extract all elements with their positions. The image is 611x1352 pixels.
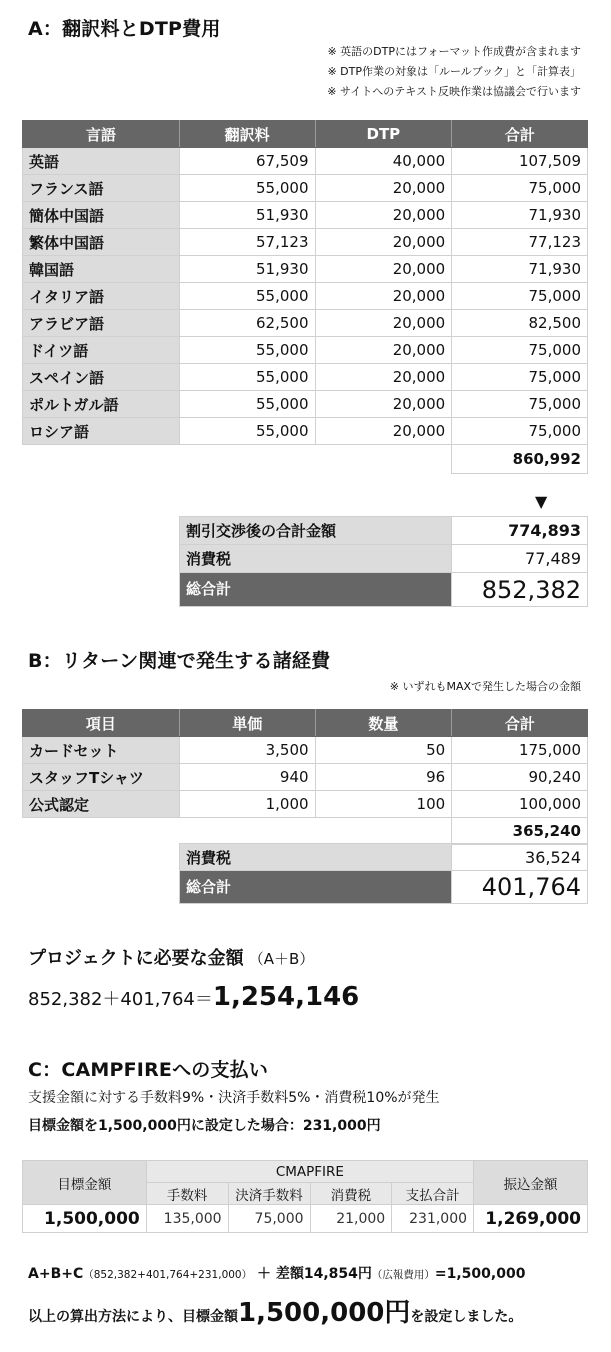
summary-part3: =1,500,000: [434, 1266, 526, 1282]
campfire-table: [22, 1160, 588, 1233]
dtp-value: 20,000: [315, 175, 452, 202]
language-label: イタリア語: [23, 283, 180, 310]
down-arrow-icon: ▼: [535, 492, 548, 511]
section-a-title: A：翻訳料とDTP費用: [28, 18, 221, 40]
tax-header: 消費税: [310, 1183, 392, 1205]
table-row: [23, 256, 588, 283]
total-value: 75,000: [452, 175, 588, 202]
section-a-notes: [327, 42, 581, 102]
section-b-title: B：リターン関連で発生する諸経費: [28, 650, 331, 672]
dtp-value: 20,000: [315, 391, 452, 418]
header-dtp: DTP: [315, 121, 452, 148]
table-row: [23, 310, 588, 337]
header-language: 言語: [23, 121, 180, 148]
note-1: ※ 英語のDTPにはフォーマット作成費が含まれます: [327, 45, 581, 58]
summary-part1-detail: （852,382+401,764+231,000）: [83, 1269, 253, 1281]
dtp-value: 20,000: [315, 364, 452, 391]
tax-label: 消費税: [180, 545, 452, 573]
fee-value: 51,930: [179, 256, 315, 283]
header-total: 合計: [452, 710, 588, 737]
goal-value: 1,500,000: [23, 1205, 147, 1233]
tax-value: 36,524: [452, 844, 588, 871]
section-b-note: ※ いずれもMAXで発生した場合の金額: [389, 680, 581, 693]
fee-value: 55,000: [179, 337, 315, 364]
unit-price: 1,000: [179, 791, 315, 818]
discount-label: 割引交渉後の合計金額: [180, 517, 452, 545]
unit-price: 940: [179, 764, 315, 791]
goal-header: 目標金額: [23, 1161, 147, 1205]
table-row: [23, 391, 588, 418]
item-label: スタッフTシャツ: [23, 764, 180, 791]
table-row: [23, 737, 588, 764]
language-label: 韓国語: [23, 256, 180, 283]
formula-result: 1,254,146: [212, 982, 360, 1012]
settlement-fee-value: 75,000: [228, 1205, 310, 1233]
grand-total-value: 401,764: [452, 871, 588, 904]
dtp-value: 20,000: [315, 418, 452, 445]
table-row: [23, 202, 588, 229]
total-value: 71,930: [452, 256, 588, 283]
tax-value: 77,489: [452, 545, 588, 573]
formula-text: 852,382＋401,764＝: [28, 989, 213, 1010]
table-row: [23, 364, 588, 391]
section-c-title: C：CAMPFIREへの支払い: [28, 1059, 269, 1081]
fee-value: 55,000: [179, 175, 315, 202]
section-a-subtotal: 860,992: [452, 445, 588, 474]
summary-part2: ＋ 差額14,854円: [256, 1266, 372, 1282]
section-b-summary: [179, 843, 588, 904]
tax-value: 21,000: [310, 1205, 392, 1233]
fee-value: 55,000: [179, 364, 315, 391]
table-row: [23, 764, 588, 791]
table-row: [23, 283, 588, 310]
summary-formula: [28, 1263, 525, 1283]
header-translation-fee: 翻訳料: [179, 121, 315, 148]
table-row: [23, 337, 588, 364]
discount-value: 774,893: [452, 517, 588, 545]
table-row: [23, 148, 588, 175]
dtp-value: 40,000: [315, 148, 452, 175]
grand-total-value: 852,382: [452, 573, 588, 607]
language-label: 簡体中国語: [23, 202, 180, 229]
grand-total-label: 総合計: [180, 871, 452, 904]
subtotal-row: [23, 445, 588, 474]
total-value: 90,240: [452, 764, 588, 791]
quantity: 100: [315, 791, 452, 818]
project-title-suffix: （A＋B）: [248, 950, 315, 968]
summary-part1: A+B+C: [28, 1266, 84, 1282]
dtp-value: 20,000: [315, 229, 452, 256]
item-label: カードセット: [23, 737, 180, 764]
table-header-row: [23, 710, 588, 737]
project-formula: [28, 982, 359, 1012]
language-label: 繁体中国語: [23, 229, 180, 256]
section-c-line1: 支援金額に対する手数料9%・決済手数料5%・消費税10%が発生: [28, 1090, 440, 1106]
final-statement: [28, 1292, 522, 1329]
dtp-value: 20,000: [315, 283, 452, 310]
unit-price: 3,500: [179, 737, 315, 764]
section-c-line2: 目標金額を1,500,000円に設定した場合：231,000円: [28, 1118, 381, 1134]
table-row: [23, 418, 588, 445]
dtp-value: 20,000: [315, 256, 452, 283]
table-row: [23, 229, 588, 256]
fee-value: 55,000: [179, 391, 315, 418]
fee-value: 57,123: [179, 229, 315, 256]
project-title: [28, 944, 314, 970]
fee-header: 手数料: [146, 1183, 228, 1205]
dtp-value: 20,000: [315, 337, 452, 364]
language-label: フランス語: [23, 175, 180, 202]
total-value: 75,000: [452, 418, 588, 445]
header-unit-price: 単価: [179, 710, 315, 737]
table-row: [23, 175, 588, 202]
payout-header: 振込金額: [474, 1161, 588, 1205]
total-value: 100,000: [452, 791, 588, 818]
header-total: 合計: [452, 121, 588, 148]
note-2: ※ DTP作業の対象は「ルールブック」と「計算表」: [327, 65, 581, 78]
payment-total-header: 支払合計: [392, 1183, 474, 1205]
settlement-fee-header: 決済手数料: [228, 1183, 310, 1205]
section-a-summary: [179, 516, 588, 607]
fee-value: 62,500: [179, 310, 315, 337]
total-value: 77,123: [452, 229, 588, 256]
payout-value: 1,269,000: [474, 1205, 588, 1233]
language-label: ドイツ語: [23, 337, 180, 364]
total-value: 107,509: [452, 148, 588, 175]
fee-value: 67,509: [179, 148, 315, 175]
quantity: 96: [315, 764, 452, 791]
language-label: ポルトガル語: [23, 391, 180, 418]
total-value: 75,000: [452, 283, 588, 310]
item-label: 公式認定: [23, 791, 180, 818]
returns-table: [22, 709, 588, 845]
total-value: 175,000: [452, 737, 588, 764]
dtp-value: 20,000: [315, 202, 452, 229]
table-header-row: [23, 121, 588, 148]
total-value: 75,000: [452, 391, 588, 418]
campfire-group-header: CMAPFIRE: [146, 1161, 473, 1183]
quantity: 50: [315, 737, 452, 764]
subtotal-row: [23, 818, 588, 845]
translation-table: [22, 120, 588, 474]
language-label: アラビア語: [23, 310, 180, 337]
total-value: 71,930: [452, 202, 588, 229]
header-item: 項目: [23, 710, 180, 737]
total-value: 82,500: [452, 310, 588, 337]
section-b-subtotal: 365,240: [452, 818, 588, 845]
final-prefix: 以上の算出方法により、目標金額: [28, 1309, 238, 1325]
final-amount: 1,500,000円: [238, 1298, 411, 1328]
tax-label: 消費税: [180, 844, 452, 871]
language-label: スペイン語: [23, 364, 180, 391]
language-label: 英語: [23, 148, 180, 175]
summary-part2-detail: （広報費用）: [371, 1269, 435, 1281]
total-value: 75,000: [452, 337, 588, 364]
fee-value: 51,930: [179, 202, 315, 229]
total-value: 75,000: [452, 364, 588, 391]
language-label: ロシア語: [23, 418, 180, 445]
table-row: [23, 791, 588, 818]
grand-total-label: 総合計: [180, 573, 452, 607]
final-suffix: を設定しました。: [410, 1309, 523, 1325]
payment-total-value: 231,000: [392, 1205, 474, 1233]
fee-value: 55,000: [179, 283, 315, 310]
header-quantity: 数量: [315, 710, 452, 737]
dtp-value: 20,000: [315, 310, 452, 337]
note-3: ※ サイトへのテキスト反映作業は協議会で行います: [327, 85, 581, 98]
project-title-text: プロジェクトに必要な金額: [28, 948, 244, 969]
fee-value: 55,000: [179, 418, 315, 445]
fee-value: 135,000: [146, 1205, 228, 1233]
